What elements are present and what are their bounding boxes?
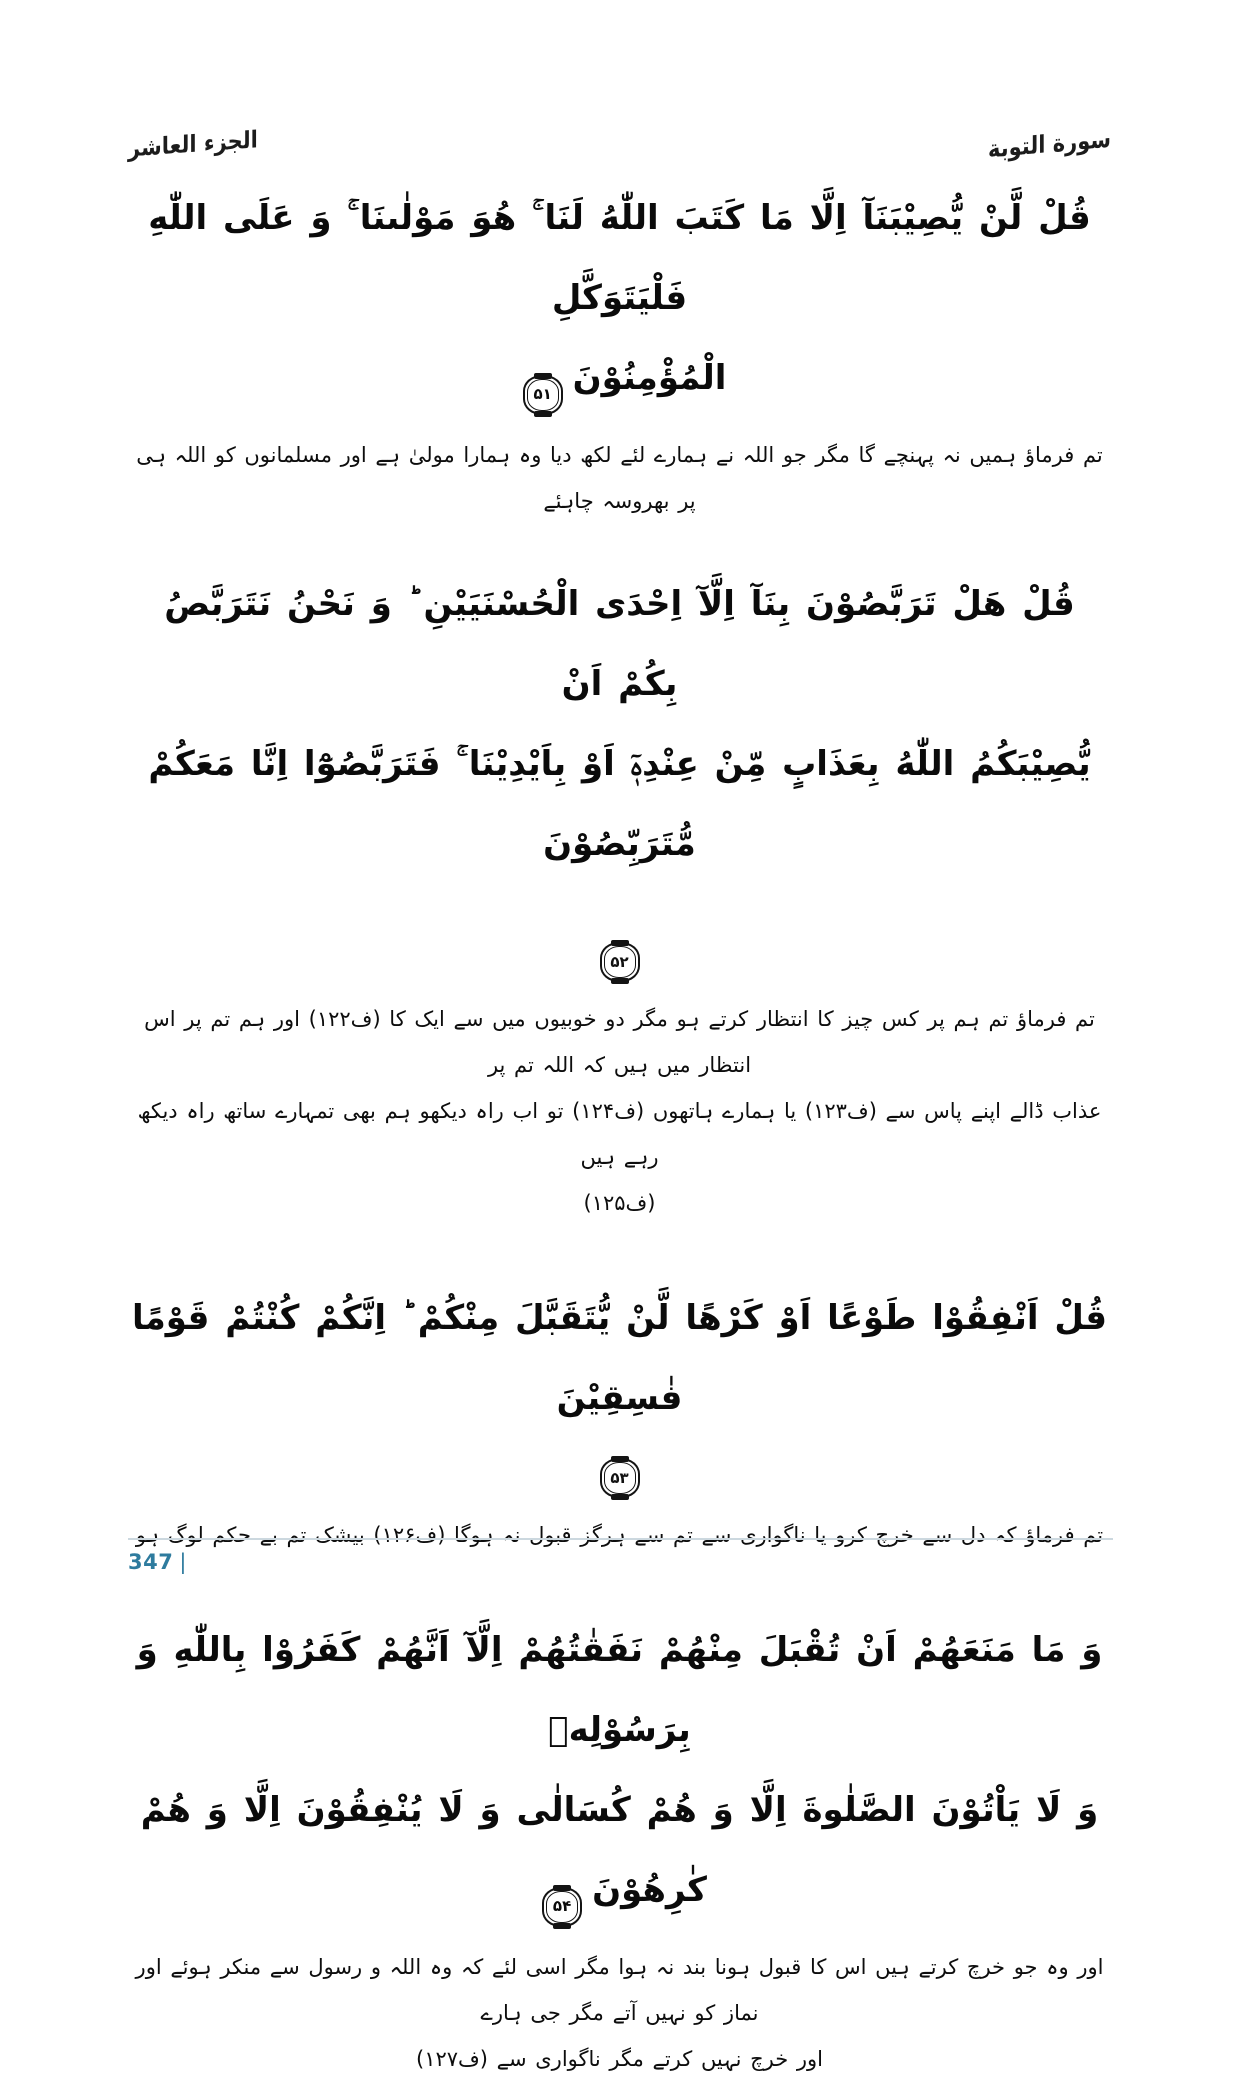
arabic-text: وَ مَا مَنَعَهُمْ اَنْ تُقْبَلَ مِنْهُمْ نَفَقٰتُهُمْ اِلَّآ اَنَّهُمْ كَفَرُوْا بِاللّٰهِ وَ بِرَسُوْلِهٖ [136,1630,1103,1750]
urdu-translation-block [128,1944,1111,2082]
ayah-number-badge [600,942,640,982]
page-number: 347 [128,1550,174,1574]
arabic-verse-line [128,338,1111,418]
page-footer [128,1538,1113,1574]
urdu-translation-line: اور خرچ نہیں کرتے مگر ناگواری سے (ف۱۲۷) [415,2047,824,2071]
page-number-row [128,1550,1113,1574]
ayah-number: ۵۳ [610,1468,629,1487]
verse-53-block [128,1278,1111,1558]
arabic-verse-line [128,1610,1111,1770]
urdu-translation-line: تم فرماؤ ہمیں نہ پہنچے گا مگر جو اللہ نے ہمارے لئے لکھ دیا وہ ہمارا مولیٰ ہے اور مسلمانوں کو اللہ ہی پر بھروسہ چاہئے [136,443,1103,513]
arabic-verse-line [128,564,1111,724]
arabic-verse-line [128,1770,1111,1930]
urdu-translation-block [128,996,1111,1226]
page-header [128,0,1111,164]
urdu-translation-line: تم فرماؤ تم ہم پر کس چیز کا انتظار کرتے ہو مگر دو خوبیوں میں سے ایک کا (ف۱۲۲) اور ہم تم پر اس انتظار میں ہیں کہ اللہ تم پر [144,1007,1095,1077]
urdu-translation-line: عذاب ڈالے اپنے پاس سے (ف۱۲۳) یا ہمارے ہاتھوں (ف۱۲۴) تو اب راہ دیکھو ہم بھی تمہارے ساتھ راہ دیکھ رہے ہیں [137,1099,1102,1169]
surah-title-calligraphy: سورة التوبة [987,124,1111,164]
arabic-verse-line [128,724,1111,884]
ayah-number: ۵۲ [610,952,629,971]
arabic-text: الْمُؤْمِنُوْنَ [572,358,727,398]
ayah-number-badge [600,1458,640,1498]
verse-51-block [128,178,1111,524]
verse-52-block [128,564,1111,1226]
arabic-text: قُلْ هَلْ تَرَبَّصُوْنَ بِنَآ اِلَّآ اِحْدَى الْحُسْنَيَيْنِ ؕ وَ نَحْنُ نَتَرَبَّصُ بِكُمْ اَنْ [164,584,1075,704]
urdu-translation-line: اور وہ جو خرچ کرتے ہیں اس کا قبول ہونا بند نہ ہوا مگر اسی لئے کہ وہ اللہ و رسول سے منکر ہوئے اور نماز کو نہیں آتے مگر جی ہارے [135,1955,1104,2025]
ayah-marker-row [128,1458,1111,1498]
ayah-number: ۵۴ [552,1897,572,1915]
verse-54-block [128,1610,1111,2082]
arabic-text: وَ لَا يَاْتُوْنَ الصَّلٰوةَ اِلَّا وَ هُمْ كُسَالٰى وَ لَا يُنْفِقُوْنَ اِلَّا وَ هُمْ كٰرِهُوْنَ [140,1790,1099,1910]
urdu-translation-line: تم فرماؤ کہ دل سے خرچ کرو یا ناگواری سے تم سے ہرگز قبول نہ ہوگا (ف۱۲۶) بیشک تم بے حکم لوگ ہو [135,1523,1104,1547]
page-number-divider: | [179,1550,187,1574]
urdu-translation-block [128,432,1111,524]
juz-title-calligraphy: الجزء العاشر [128,126,258,162]
ayah-number-badge [523,375,563,415]
ayah-number-badge [542,1887,582,1927]
arabic-text: قُلْ لَّنْ يُّصِيْبَنَآ اِلَّا مَا كَتَبَ اللّٰهُ لَنَا ۚ هُوَ مَوْلٰىنَا ۚ وَ عَلَى اللّٰهِ فَلْيَتَوَكَّلِ [148,198,1091,318]
arabic-verse-line [128,178,1111,338]
ayah-marker-row [128,942,1111,982]
ayah-number: ۵۱ [533,385,552,403]
arabic-text: يُّصِيْبَكُمُ اللّٰهُ بِعَذَابٍ مِّنْ عِنْدِهٖٓ اَوْ بِاَيْدِيْنَا ۚ فَتَرَبَّصُوْٓا اِنَّا مَعَكُمْ مُّتَرَبِّصُوْنَ [148,744,1091,864]
urdu-footnote-line: (ف۱۲۵) [583,1191,656,1215]
footer-divider-rule [128,1538,1113,1540]
arabic-text: قُلْ اَنْفِقُوْا طَوْعًا اَوْ كَرْهًا لَّنْ يُّتَقَبَّلَ مِنْكُمْ ؕ اِنَّكُمْ كُنْتُمْ قَوْمًا فٰسِقِيْنَ [131,1298,1108,1418]
arabic-verse-line [128,1278,1111,1438]
